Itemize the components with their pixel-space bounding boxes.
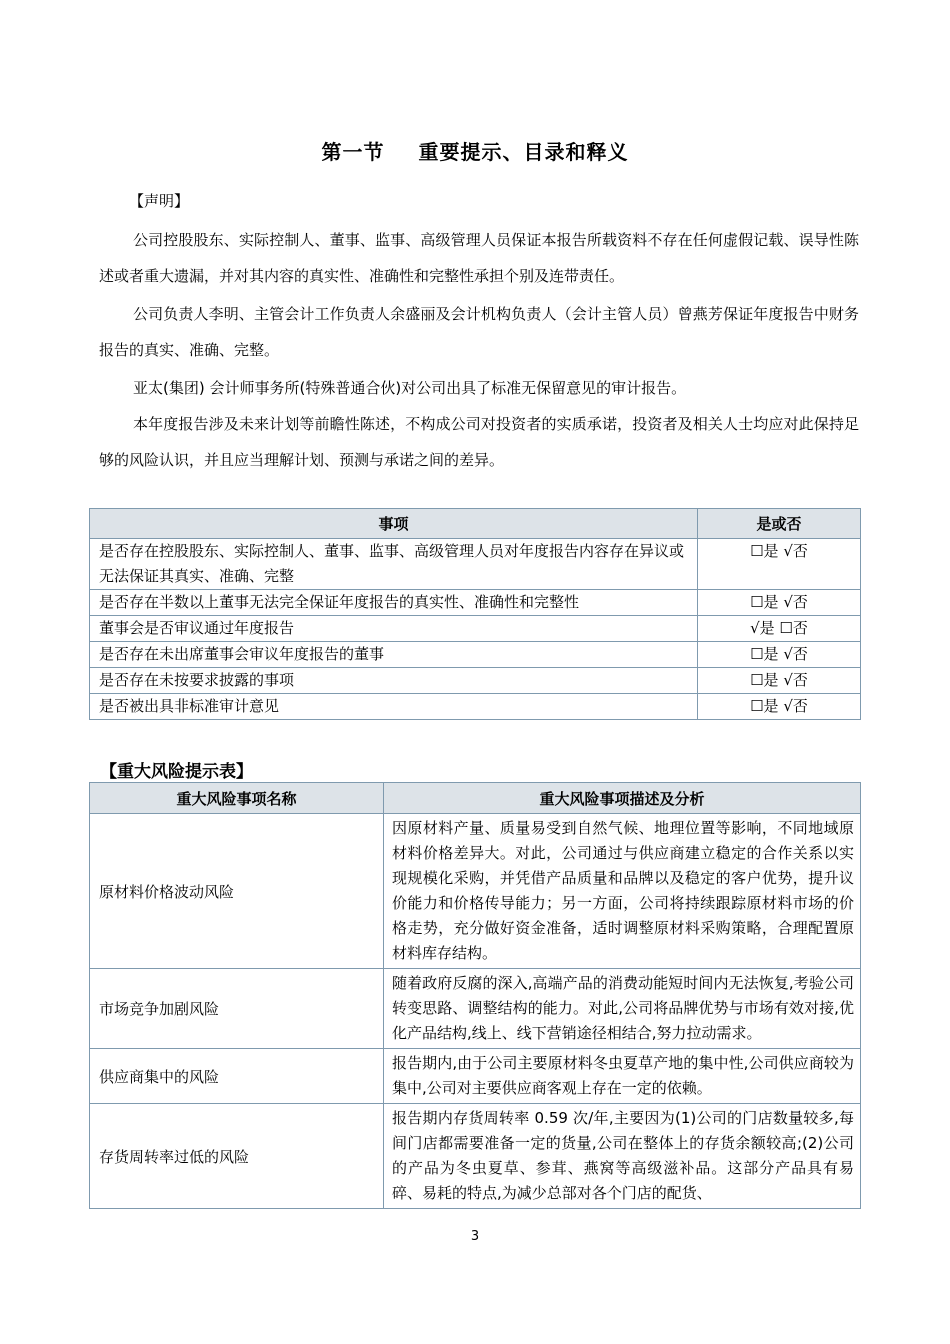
table-row [90, 668, 861, 694]
check-question: 是否存在未按要求披露的事项 [90, 668, 698, 694]
table-header-row [90, 509, 861, 539]
table-row [90, 539, 861, 590]
major-risk-table [89, 782, 861, 1209]
check-question: 是否被出具非标准审计意见 [90, 694, 698, 720]
check-answer: ☐是 √否 [698, 642, 861, 668]
risk-description: 因原材料产量、质量易受到自然气候、地理位置等影响，不同地域原材料价格差异大。对此，公司通过与供应商建立稳定的合作关系以实现规模化采购，并凭借产品质量和品牌以及稳定的客户优势，提升议价能力和价格传导能力；另一方面，公司将持续跟踪原材料市场的价格走势，充分做好资金准备，适时调整原材料采购策略，合理配置原材料库存结构。 [384, 814, 861, 969]
risk-name: 存货周转率过低的风险 [90, 1104, 384, 1209]
paragraph-forward-looking: 本年度报告涉及未来计划等前瞻性陈述，不构成公司对投资者的实质承诺，投资者及相关人士均应对此保持足够的风险认识，并且应当理解计划、预测与承诺之间的差异。 [99, 415, 859, 469]
check-question: 是否存在控股股东、实际控制人、董事、监事、高级管理人员对年度报告内容存在异议或无法保证其真实、准确、完整 [90, 539, 698, 590]
declaration-heading: 【声明】 [129, 192, 190, 210]
table-row [90, 969, 861, 1049]
check-answer: ☐是 √否 [698, 590, 861, 616]
table-row [90, 590, 861, 616]
paragraph-guarantee: 公司控股股东、实际控制人、董事、监事、高级管理人员保证本报告所载资料不存在任何虚假记载、误导性陈述或者重大遗漏，并对其内容的真实性、准确性和完整性承担个别及连带责任。 [99, 231, 859, 285]
table-header-row [90, 783, 861, 814]
table-row [90, 1104, 861, 1209]
column-header-yes-no: 是或否 [698, 509, 861, 539]
risk-description: 报告期内,由于公司主要原材料冬虫夏草产地的集中性,公司供应商较为集中,公司对主要供应商客观上存在一定的依赖。 [384, 1049, 861, 1104]
check-answer: ☐是 √否 [698, 539, 861, 590]
column-header-risk-name: 重大风险事项名称 [90, 783, 384, 814]
check-answer: ☐是 √否 [698, 694, 861, 720]
risk-name: 市场竞争加剧风险 [90, 969, 384, 1049]
risk-table-heading: 【重大风险提示表】 [100, 762, 253, 782]
risk-name: 供应商集中的风险 [90, 1049, 384, 1104]
table-row [90, 814, 861, 969]
column-header-item: 事项 [90, 509, 698, 539]
declaration-check-table [89, 508, 861, 720]
page-number: 3 [470, 1229, 480, 1244]
check-question: 董事会是否审议通过年度报告 [90, 616, 698, 642]
check-question: 是否存在未出席董事会审议年度报告的董事 [90, 642, 698, 668]
risk-description: 随着政府反腐的深入,高端产品的消费动能短时间内无法恢复,考验公司转变思路、调整结构的能力。对此,公司将品牌优势与市场有效对接,优化产品结构,线上、线下营销途径相结合,努力拉动需求。 [384, 969, 861, 1049]
check-answer: √是 ☐否 [698, 616, 861, 642]
section-title-text: 重要提示、目录和释义 [418, 140, 629, 164]
section-number: 第一节 [321, 140, 385, 164]
check-question: 是否存在半数以上董事无法完全保证年度报告的真实性、准确性和完整性 [90, 590, 698, 616]
risk-description: 报告期内存货周转率 0.59 次/年,主要因为(1)公司的门店数量较多,每间门店都需要准备一定的货量,公司在整体上的存货余额较高;(2)公司的产品为冬虫夏草、参茸、燕窝等高级滋补品。这部分产品具有易碎、易耗的特点,为减少总部对各个门店的配货、 [384, 1104, 861, 1209]
check-answer: ☐是 √否 [698, 668, 861, 694]
table-row [90, 616, 861, 642]
section-title [0, 136, 950, 165]
paragraph-responsible-persons: 公司负责人李明、主管会计工作负责人余盛丽及会计机构负责人（会计主管人员）曾燕芳保证年度报告中财务报告的真实、准确、完整。 [99, 305, 859, 359]
table-row [90, 1049, 861, 1104]
table-row [90, 642, 861, 668]
column-header-risk-description: 重大风险事项描述及分析 [384, 783, 861, 814]
table-row [90, 694, 861, 720]
risk-name: 原材料价格波动风险 [90, 814, 384, 969]
paragraph-auditor: 亚太(集团) 会计师事务所(特殊普通合伙)对公司出具了标准无保留意见的审计报告。 [133, 379, 687, 397]
